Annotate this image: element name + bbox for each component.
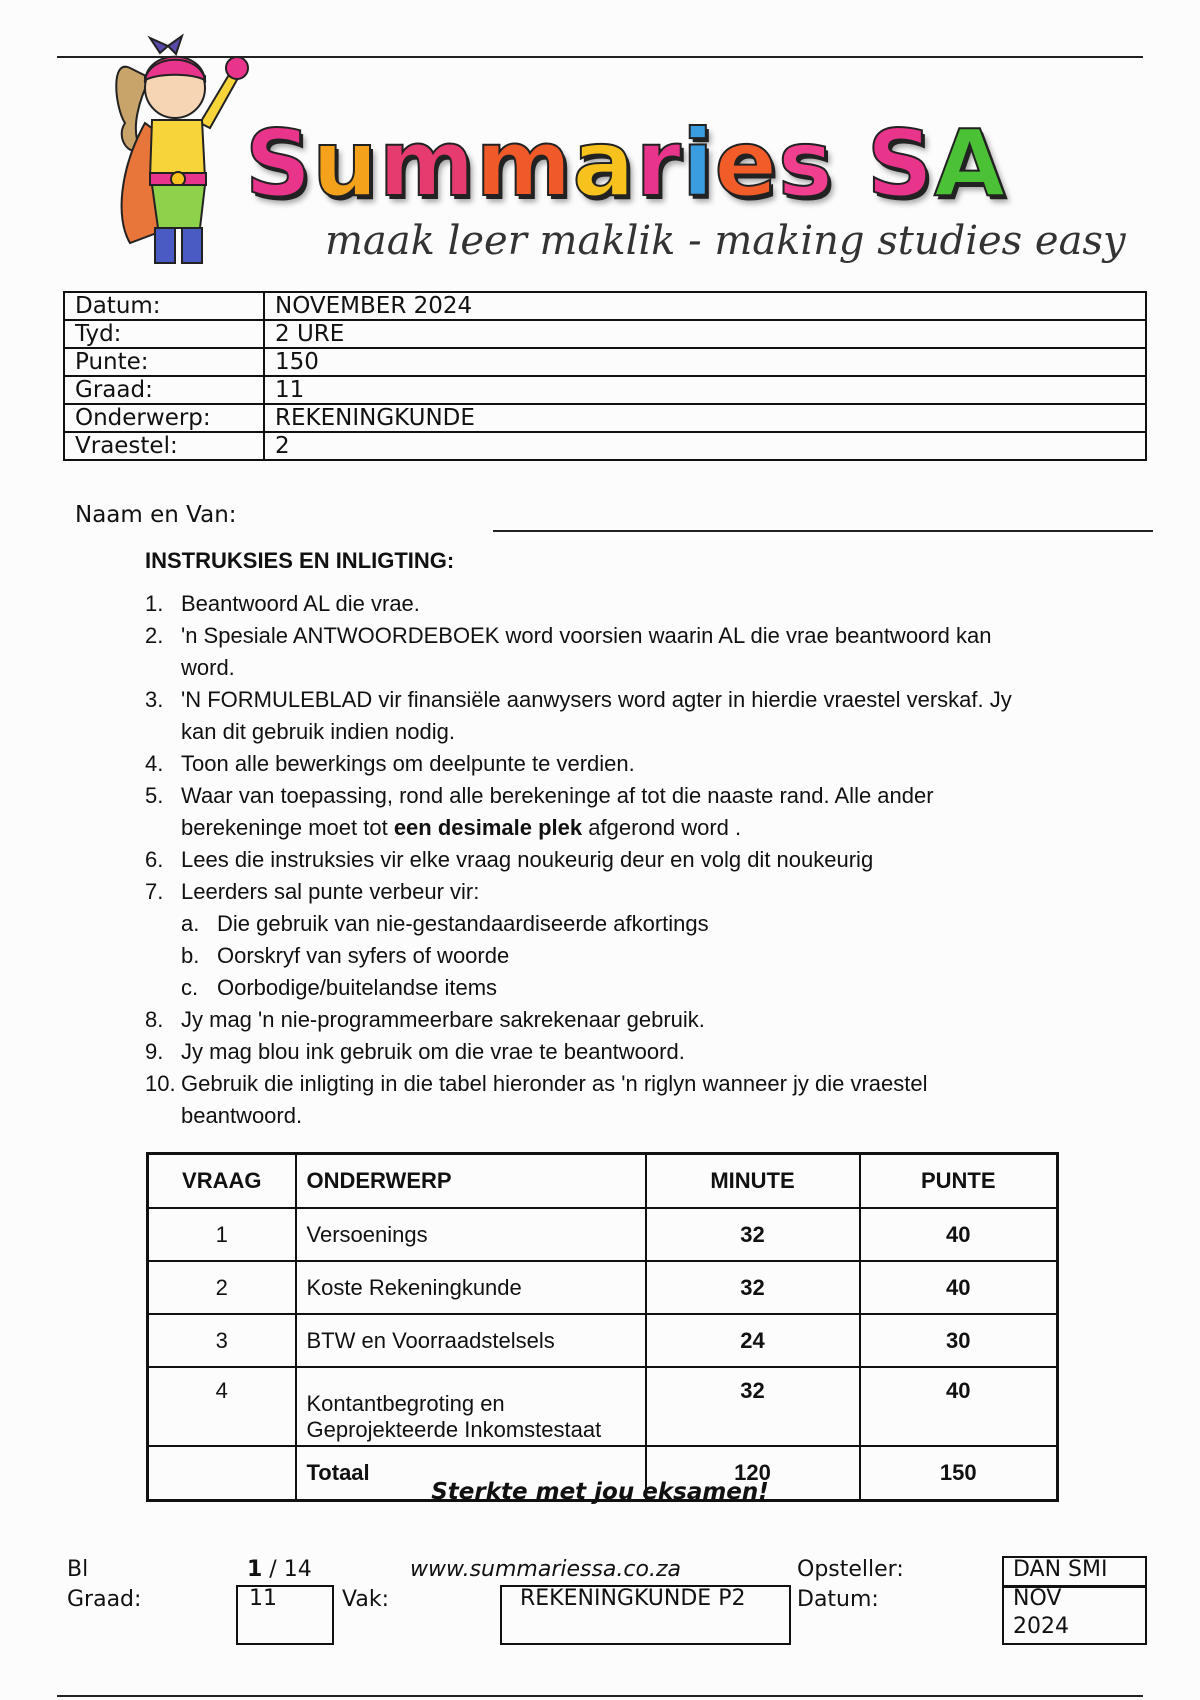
cell-vraag: 3: [148, 1314, 296, 1367]
item-number: 4.: [145, 751, 164, 776]
brand-letter: m: [475, 110, 573, 217]
info-label: Graad:: [64, 376, 264, 404]
cell-vraag: 1: [148, 1208, 296, 1261]
item-text: Toon alle bewerkings om deelpunte te verdien.: [181, 751, 635, 776]
cell-punte: 40: [860, 1367, 1058, 1446]
cell-minute: 32: [646, 1261, 860, 1314]
info-row: [64, 292, 1146, 320]
sub-list-item: [181, 972, 1045, 1004]
list-item: [145, 1068, 1045, 1132]
brand-letter: r: [635, 110, 682, 217]
item-text: Lees die instruksies vir elke vraag noukeurig deur en volg dit noukeurig: [181, 847, 874, 872]
brand-logo-text: [245, 110, 1007, 217]
cell-minute: 32: [646, 1208, 860, 1261]
item-number: 3.: [145, 687, 164, 712]
table-row: [148, 1367, 1058, 1446]
footer-graad-value: 11: [249, 1586, 277, 1611]
footer-datum-line1: NOV: [1013, 1586, 1062, 1611]
item-text: Jy mag 'n nie-programmeerbare sakrekenaar gebruik.: [181, 1007, 705, 1032]
list-item: [145, 1036, 1045, 1068]
column-header: PUNTE: [860, 1154, 1058, 1209]
bottom-rule: [57, 1695, 1143, 1697]
cell-minute: 24: [646, 1314, 860, 1367]
brand-letter: A: [934, 110, 1007, 217]
brand-letter: e: [714, 110, 778, 217]
item-text: Gebruik die inligting in die tabel hieronder as 'n riglyn wanneer jy die vraestel beantwoord.: [181, 1071, 928, 1128]
item-number: 8.: [145, 1007, 164, 1032]
tagline: maak leer maklik - making studies easy: [325, 218, 1126, 264]
info-row: [64, 348, 1146, 376]
list-item: [145, 748, 1045, 780]
brand-letter: s: [777, 110, 834, 217]
info-value: REKENINGKUNDE: [264, 404, 1146, 432]
info-value: NOVEMBER 2024: [264, 292, 1146, 320]
page-total: / 14: [262, 1557, 312, 1582]
brand-letter: u: [312, 110, 379, 217]
list-item: [145, 684, 1045, 748]
list-item: [145, 1004, 1045, 1036]
footer-datum-line2: 2024: [1013, 1614, 1069, 1639]
logo: [110, 28, 1126, 278]
footer-opsteller-value: DAN SMI: [1013, 1557, 1108, 1582]
item-number: 7.: [145, 879, 164, 904]
info-label: Punte:: [64, 348, 264, 376]
total-label: Totaal: [296, 1446, 646, 1501]
list-item: [145, 588, 1045, 620]
total-punte: 150: [860, 1446, 1058, 1501]
item-text: Oorskryf van syfers of woorde: [217, 943, 510, 968]
info-value: 2: [264, 432, 1146, 460]
instructions-list: [145, 588, 1045, 1132]
cell-onderwerp: Koste Rekeningkunde: [296, 1261, 646, 1314]
item-text: Oorbodige/buitelandse items: [217, 975, 498, 1000]
brand-letter: S: [866, 110, 934, 217]
item-number: 1.: [145, 591, 164, 616]
cell-vraag: 4: [148, 1367, 296, 1446]
exam-info-table: [63, 291, 1147, 461]
name-field-line[interactable]: [493, 530, 1153, 532]
footer-vak-label: Vak:: [342, 1587, 389, 1612]
item-number: 5.: [145, 783, 164, 808]
sub-list-item: [181, 940, 1045, 972]
cell-onderwerp: BTW en Voorraadstelsels: [296, 1314, 646, 1367]
info-row: [64, 376, 1146, 404]
item-text-bold: een desimale plek: [393, 815, 583, 840]
brand-letter: S: [245, 110, 313, 217]
item-number: c.: [181, 975, 199, 1000]
column-header: ONDERWERP: [296, 1154, 646, 1209]
footer-bl-label: Bl: [67, 1557, 89, 1582]
item-text: Jy mag blou ink gebruik om die vrae te beantwoord.: [181, 1039, 685, 1064]
sub-list: [145, 908, 1045, 1004]
column-header: MINUTE: [646, 1154, 860, 1209]
info-value: 11: [264, 376, 1146, 404]
item-number: 2.: [145, 623, 164, 648]
list-item: [145, 620, 1045, 684]
table-row: [148, 1208, 1058, 1261]
info-value: 2 URE: [264, 320, 1146, 348]
footer-vak-value: REKENINGKUNDE P2: [520, 1586, 746, 1611]
item-text: 'n Spesiale ANTWOORDEBOEK word voorsien waarin AL die vrae beantwoord kan word.: [181, 623, 992, 680]
info-label: Tyd:: [64, 320, 264, 348]
cell-punte: 40: [860, 1208, 1058, 1261]
cell-vraag: 2: [148, 1261, 296, 1314]
info-label: Datum:: [64, 292, 264, 320]
question-table: [146, 1152, 1059, 1502]
item-number: 10.: [145, 1071, 176, 1096]
cell-punte: 30: [860, 1314, 1058, 1367]
footer-opsteller-label: Opsteller:: [797, 1557, 904, 1582]
cell-minute: 32: [646, 1367, 860, 1446]
cell-onderwerp: Versoenings: [296, 1208, 646, 1261]
sub-list-item: [181, 908, 1045, 940]
total-minute: 120: [646, 1446, 860, 1501]
brand-letter: [834, 110, 867, 217]
info-row: [64, 432, 1146, 460]
item-text: 'N FORMULEBLAD vir finansiële aanwysers word agter in hierdie vraestel verskaf. Jy kan dit gebruik indien nodig.: [181, 687, 1012, 744]
item-text: Leerders sal punte verbeur vir:: [181, 879, 480, 904]
info-label: Vraestel:: [64, 432, 264, 460]
info-value: 150: [264, 348, 1146, 376]
column-header: VRAAG: [148, 1154, 296, 1209]
table-row: [148, 1314, 1058, 1367]
instructions-heading: INSTRUKSIES EN INLIGTING:: [145, 548, 455, 573]
cell-text: Kontantbegroting en: [306, 1391, 505, 1416]
superhero-mascot-icon: [110, 28, 260, 278]
item-text: Waar van toepassing, rond alle berekeninge af tot die naaste rand. Alle ander berekeninge moet tot: [181, 783, 934, 840]
item-number: b.: [181, 943, 200, 968]
table-row: [148, 1261, 1058, 1314]
item-number: 6.: [145, 847, 164, 872]
cell-text: Geprojekteerde Inkomstestaat: [306, 1417, 602, 1442]
list-item: [145, 780, 1045, 844]
name-label: Naam en Van:: [75, 502, 237, 528]
cell-punte: 40: [860, 1261, 1058, 1314]
instructions-section: [145, 548, 1045, 1132]
table-header-row: [148, 1154, 1058, 1209]
item-text: Beantwoord AL die vrae.: [181, 591, 420, 616]
good-luck-message: Sterkte met jou eksamen!: [431, 1479, 769, 1505]
brand-letter: a: [572, 110, 636, 217]
footer-graad-label: Graad:: [67, 1587, 142, 1612]
brand-letter: m: [378, 110, 476, 217]
info-row: [64, 320, 1146, 348]
list-item: [145, 876, 1045, 1004]
item-text: afgerond word .: [582, 815, 742, 840]
footer-page-number: [247, 1556, 312, 1584]
item-text: Die gebruik van nie-gestandaardiseerde afkortings: [217, 911, 709, 936]
cell-onderwerp: [296, 1367, 646, 1446]
page-current: 1: [247, 1557, 263, 1582]
brand-letter: i: [681, 110, 715, 217]
item-number: 9.: [145, 1039, 164, 1064]
list-item: [145, 844, 1045, 876]
footer-datum-label: Datum:: [797, 1587, 879, 1612]
info-label: Onderwerp:: [64, 404, 264, 432]
info-row: [64, 404, 1146, 432]
footer-website[interactable]: www.summariessa.co.za: [410, 1557, 681, 1582]
item-number: a.: [181, 911, 200, 936]
